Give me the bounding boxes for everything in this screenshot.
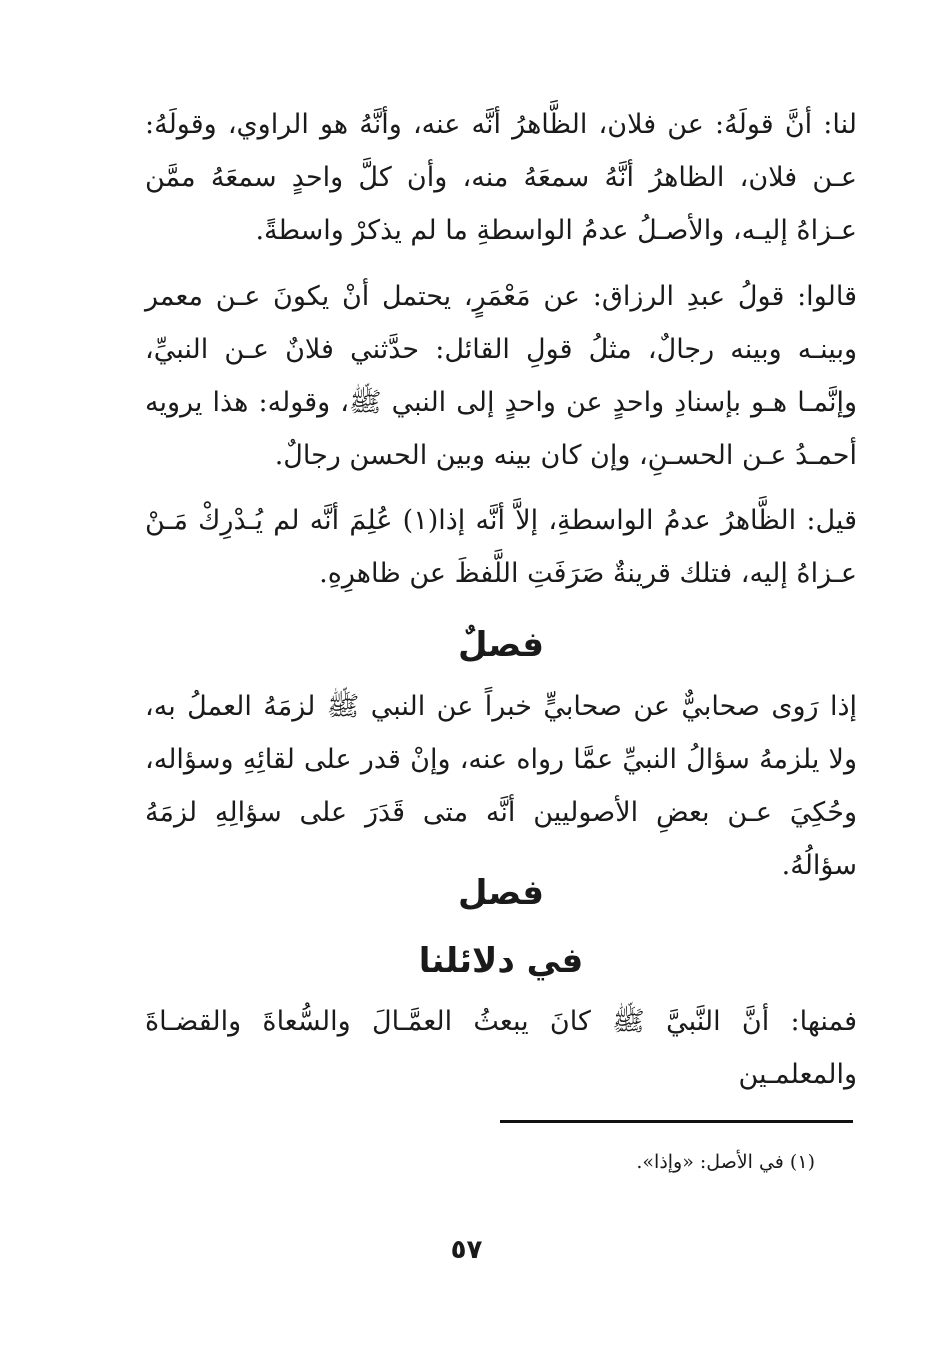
paragraph-qalu: قالوا: قولُ عبدِ الرزاق: عن مَعْمَرٍ، يحتمل أنْ يكونَ عـن معمر وبينـه وبينه رجالٌ، مثلُ قولِ القائل: حدَّثني فلانٌ عـن النبيِّ، وإنَّمـا هـو بإسنادِ واحدٍ عن واحدٍ إلى النبي ﷺ، وقوله: هذا يرويه أحمـدُ عـن الحسـنِ، وإن كان بينه وبين الحسن رجالٌ. xyxy=(145,281,857,471)
section-subheading-dalail: في دلائلنا xyxy=(418,941,584,981)
footnote-separator xyxy=(500,1120,853,1123)
paragraph-sahabi-narration: إذا رَوى صحابيٌّ عن صحابيٍّ خبراً عن النبي ﷺ لزمَهُ العملُ به، ولا يلزمهُ سؤالُ النبيِّ عمَّا رواه عنه، وإنْ قدر على لقائِهِ وسؤاله، وحُكِيَ عـن بعضِ الأصوليين أنَّه متى قَدَرَ على سؤالِهِ لزمَهُ سؤالُهُ. xyxy=(145,691,857,881)
section-heading-fasl-2: فصل xyxy=(457,873,545,913)
section-heading-fasl-1: فصلٌ xyxy=(457,625,545,665)
paragraph-fa-minha: فمنها: أنَّ النَّبيَّ ﷺ كانَ يبعثُ العمَّـالَ والسُّعاةَ والقضـاةَ والمعلمـين xyxy=(145,1006,857,1090)
paragraph-lana: لنا: أنَّ قولَهُ: عن فلان، الظَّاهرُ أنَّه عنه، وأنَّهُ هو الراوي، وقولَهُ: عـن فلان، الظاهرُ أنَّهُ سمعَهُ منه، وأن كلَّ واحدٍ سمعَهُ ممَّن عـزاهُ إليـه، والأصـلُ عدمُ الواسطةِ ما لم يذكرْ واسطةً. xyxy=(145,109,857,246)
page-number: ٥٧ xyxy=(450,1235,483,1265)
footnote: (١) في الأصل: «وإذا». xyxy=(636,1151,815,1173)
paragraph-qila: قيل: الظَّاهرُ عدمُ الواسطةِ، إلاَّ أنَّه إذا(١) عُلِمَ أنَّه لم يُـدْرِكْ مَـنْ عـزاهُ إليه، فتلك قرينةٌ صَرَفَتِ اللَّفظَ عن ظاهرِهِ. xyxy=(145,505,857,589)
